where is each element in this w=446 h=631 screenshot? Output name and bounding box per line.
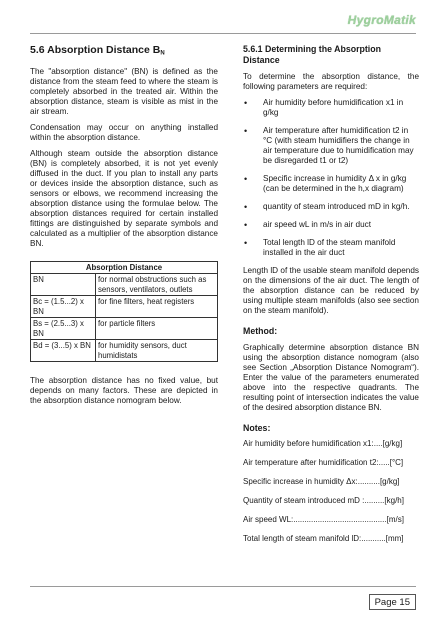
table-row (31, 340, 218, 362)
list-item: • Specific increase in humidity Δ x in g/kg (can be determined in the h,x diagram) (243, 174, 419, 194)
section-title (30, 44, 218, 60)
table-cell-symbol: Bs = (2.5...3) x BN (31, 318, 96, 340)
list-item: • Air humidity before humidification x1 in g/kg (243, 98, 419, 118)
paragraph-intro: To determine the absorption distance, the following parameters are required: (243, 72, 419, 91)
table-cell-description: for particle filters (96, 318, 218, 340)
paragraph-manifold-length: Length lD of the usable steam manifold depends on the dimensions of the air duct. The length of the absorption distance can be reduced by using multiple steam manifolds (also see section on the steam manifold). (243, 266, 419, 315)
section-title-text: 5.6 Absorption Distance B (30, 44, 161, 56)
list-item: • air speed wL in m/s in air duct (243, 220, 419, 230)
requirements-list (243, 98, 419, 258)
paragraph-condensation: Condensation may occur on anything installed within the absorption distance. (30, 122, 218, 142)
table-cell-description: for fine filters, heat registers (96, 296, 218, 318)
notes-line: Quantity of steam introduced mD :.........[kg/h] (243, 496, 404, 505)
method-heading: Method: (243, 326, 278, 336)
table-cell-symbol: BN (31, 274, 96, 296)
left-column (30, 44, 218, 412)
list-item: • Total length lD of the steam manifold installed in the air duct (243, 238, 419, 258)
table-row (31, 318, 218, 340)
list-item: • Air temperature after humidification t2 in °C (with steam humidifiers the change in air temperature due to humidification may be disregarded t1 or t2) (243, 126, 419, 166)
absorption-distance-table (30, 261, 218, 363)
table-cell-symbol: Bd = (3...5) x BN (31, 340, 96, 362)
section-title-subscript: N (160, 50, 165, 57)
footer-divider (30, 586, 416, 587)
table-row (31, 296, 218, 318)
paragraph-diffusion: Although steam outside the absorption distance (BN) is completely absorbed, it is not yet evenly diffused in the duct. If you plan to install any parts or devices inside the absorption distance, such as sensors or elbows, we recommend increasing the absorption distance using the formulae below. The absorption distances required for certain installed fittings are distinguished by separate symbols and calculated as a multiplier of the absorption distance BN. (30, 148, 218, 248)
table-title: Absorption Distance (31, 261, 218, 274)
paragraph-method: Graphically determine absorption distance BN using the absorption distance nomogram (also see Section „Absorption Distance Nomogram“). Enter the value of the parameters enumerated above into the respective quadrants. The resulting point of intersection indicates the value of the desired absorption distance BN. (243, 342, 419, 412)
notes-line: Air temperature after humidification t2:.....[°C] (243, 458, 404, 467)
table-cell-symbol: Bc = (1.5...2) x BN (31, 296, 96, 318)
notes-line: Specific increase in humidity Δx:..........[g/kg] (243, 477, 400, 486)
right-column (243, 44, 419, 553)
hygromatik-logo: HygroMatik (347, 13, 416, 27)
notes-line: Air humidity before humidification x1:....[g/kg] (243, 439, 403, 448)
list-item: • quantity of steam introduced mD in kg/h. (243, 202, 419, 212)
table-cell-description: for normal obstructions such as sensors, ventilators, outlets (96, 274, 218, 296)
notes-line: Total length of steam manifold lD:...........[mm] (243, 534, 404, 543)
notes-heading: Notes: (243, 422, 271, 433)
header-divider (30, 33, 416, 34)
notes-line: Air speed WL:..........................................[m/s] (243, 515, 404, 524)
paragraph-no-fixed-value: The absorption distance has no fixed value, but depends on many factors. These are depicted in the absorption distance nomogram below. (30, 376, 218, 405)
paragraph-definition: The "absorption distance" (BN) is defined as the distance from the steam feed to where the steam is completely absorbed in the treated air. Within the absorption distance, steam is visible as mist in the air stream. (30, 66, 218, 116)
table-cell-description: for humidity sensors, duct humidistats (96, 340, 218, 362)
page-number: Page 15 (369, 594, 416, 610)
subsection-title: 5.6.1 Determining the Absorption Distance (243, 44, 381, 65)
table-row (31, 274, 218, 296)
